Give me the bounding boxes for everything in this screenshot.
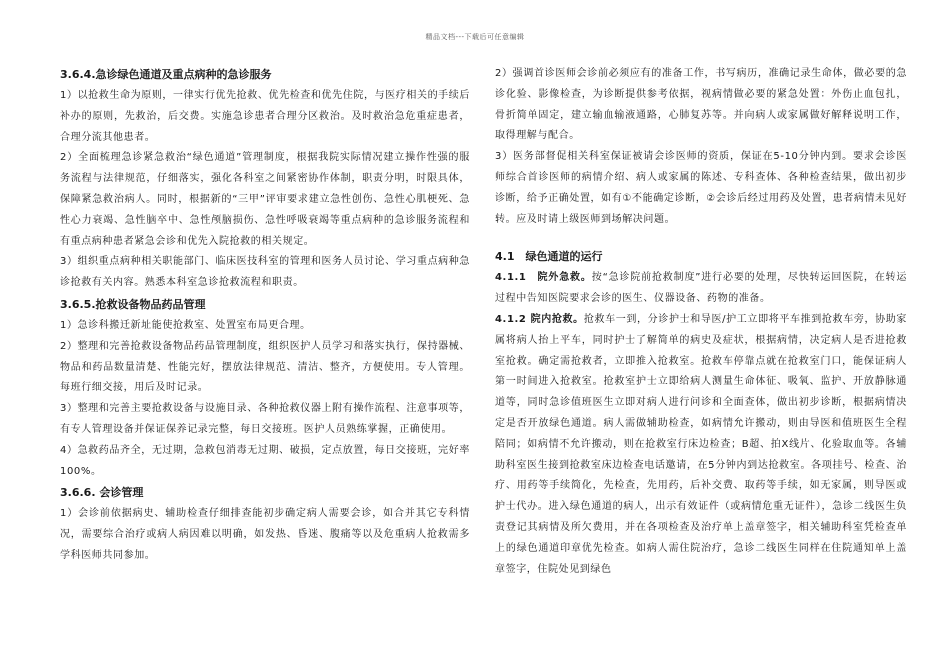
body-paragraph: 4）急救药品齐全，无过期，急救包消毒无过期、破损，定点放置，每日交接班，完好率100%。 [60, 444, 470, 477]
paragraph-text: 按“急诊院前抢救制度”进行必要的处理，尽快转运回医院，在转运过程中告知医院要求会诊的医生、仪器设备、药物的准备。 [495, 272, 907, 305]
body-paragraph: 1）以抢救生命为原则，一律实行优先抢救、优先检查和优先住院，与医疗相关的手续后补办的原则，先救治，后交费。实施急诊患者合理分区救治。及时救治急危重症患者，合理分流其他患者。 [60, 90, 470, 143]
paragraph-lead: 4.1.2 院内抢救。 [495, 313, 584, 325]
section-heading: 4.1 绿色通道的运行 [495, 250, 603, 264]
body-paragraph: 3）整理和完善主要抢救设备与设施目录、各种抢救仪器上附有操作流程、注意事项等，有专人管理设备并保证保养记录完整，每日交接班。医护人员熟练掌握，正确使用。 [60, 403, 470, 435]
section-heading: 3.6.6. 会诊管理 [60, 486, 144, 500]
page-watermark: 精品文档---下载后可任意编辑 [425, 33, 525, 41]
body-paragraph: 1）急诊科搬迁新址能使抢救室、处置室布局更合理。 [60, 319, 311, 331]
section-spacer [495, 230, 907, 246]
body-paragraph: 1）会诊前依据病史、辅助检查仔细排查能初步确定病人需要会诊，如合并其它专科情况，需要综合治疗或病人病因难以明确，如发热、昏迷、腹痛等以及危重病人抢救需多学科医师共同参加。 [60, 508, 470, 561]
body-paragraph [495, 310, 907, 580]
section-heading: 3.6.4.急诊绿色通道及重点病种的急诊服务 [60, 68, 272, 81]
body-paragraph: 2）强调首诊医师会诊前必须应有的准备工作，书写病历，准确记录生命体，做必要的急诊化验、影像检查，为诊断提供参考依据，视病情做必要的紧急处置：外伤止血包扎，骨折简单固定，建立输血输液通路，心肺复苏等。并向病人或家属做好解释说明工作，取得理解与配合。 [495, 68, 907, 142]
left-column [60, 64, 470, 567]
body-paragraph: 2）整理和完善抢救设备物品药品管理制度，组织医护人员学习和落实执行，保持器械、物品和药品数量清楚、性能完好，摆放法律规范、清洁、整齐，方便使用。专人管理。每班行细交接，用后及时记录。 [60, 340, 470, 394]
body-paragraph: 2）全面梳理急诊紧急救治“绿色通道”管理制度，根据我院实际情况建立操作性强的服务流程与法律规范，仔细落实，强化各科室之间紧密协作体制，职责分明，时限具体，保障紧急救治病人。同时，根据新的“三甲”评审要求建立急性创伤、急性心肌梗死、急性心力衰竭、急性脑卒中、急性颅脑损伤、急性呼吸衰竭等重点病种的急诊服务流程和有重点病种患者紧急会诊和优先入院抢救的相关规定。 [60, 152, 470, 247]
body-paragraph: 3）医务部督促相关科室保证被请会诊医师的资质，保证在5-10分钟内到。要求会诊医师综合首诊医师的病情介绍、病人或家属的陈述、专科查体、各种检查结果，做出初步诊断，给予正确处置，如有①不能确定诊断，②会诊后经过用药及处置，患者病情未见好转。应及时请上级医师到场解决问题。 [495, 151, 907, 225]
right-column [495, 64, 907, 580]
paragraph-lead: 4.1.1 院外急救。 [495, 272, 592, 284]
section-heading: 3.6.5.抢救设备物品药品管理 [60, 297, 206, 311]
body-paragraph [495, 268, 907, 310]
paragraph-text: 抢救车一到，分诊护士和导医/护工立即将平车推到抢救车旁，协助家属将病人抬上平车，同时护士了解简单的病史及症状，根据病情，决定病人是否进抢救室抢救。确定需抢救者，立即推入抢救室。抢救车停靠点就在抢救室门口，能保证病人第一时间进入抢救室。抢救室护士立即给病人测量生命体征、吸氧、监护、开放静脉通道等，同时急诊值班医生立即对病人进行问诊和全面查体，做出初步诊断，根据病情决定是否开放绿色通道。病人需做辅助检查，如病情允许搬动，则由导医和值班医生全程陪同；如病情不允许搬动，则在抢救室行床边检查；B超、拍X线片、化验取血等。各辅助科室医生接到抢救室床边检查电话邀请，在5分钟内到达抢救室。各项挂号、检查、治疗、用药等手续简化，先检查，先用药，后补交费、取药等手续，如无家属，则导医或护士代办。进入绿色通道的病人，出示有效证件（或病情危重无证件），急诊二线医生负责登记其病情及所欠费用，并在各项检查及治疗单上盖章签字，相关辅助科室凭检查单上的绿色通道印章优先检查。如病人需住院治疗，急诊二线医生同样在住院通知单上盖章签字，住院处见到绿色 [495, 313, 908, 575]
body-paragraph: 3）组织重点病种相关职能部门、临床医技科室的管理和医务人员讨论、学习重点病种急诊抢救有关内容。熟悉本科室急诊抢救流程和职责。 [60, 256, 470, 289]
